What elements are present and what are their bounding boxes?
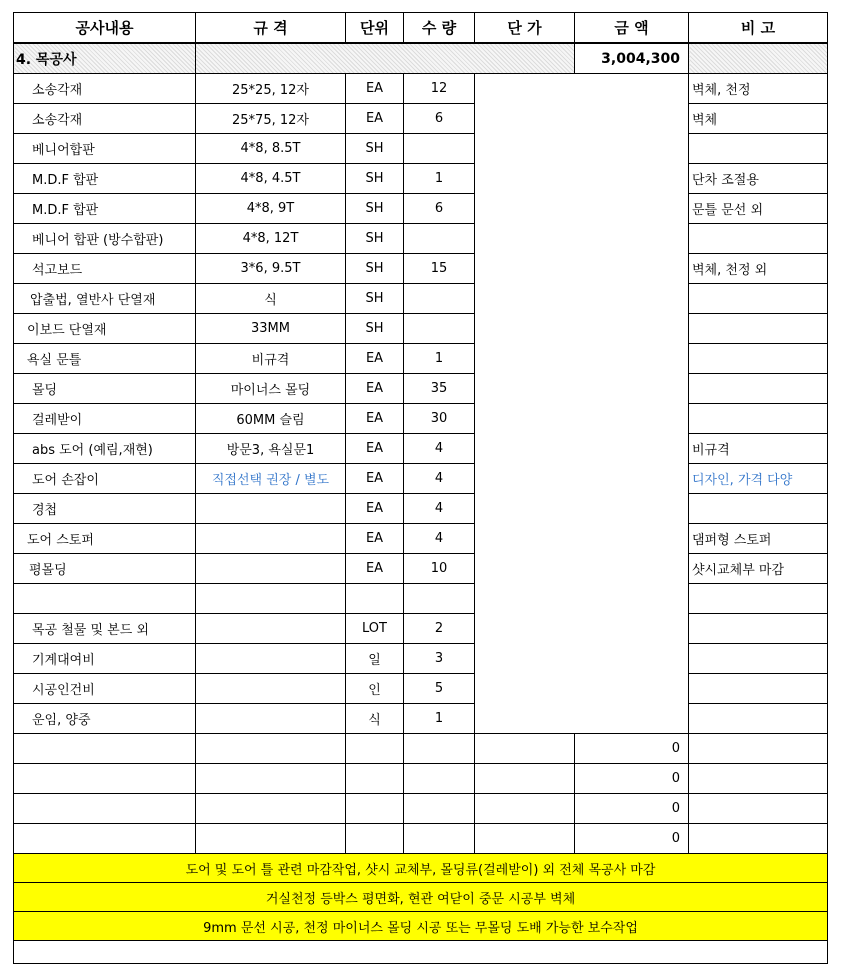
- note-cell: [689, 494, 828, 524]
- spec-cell: [196, 554, 346, 584]
- spec-cell: [196, 524, 346, 554]
- note-cell: 벽체, 천정 외: [689, 254, 828, 284]
- qty-cell: 12: [404, 74, 475, 104]
- unit-cell: LOT: [346, 614, 404, 644]
- note-cell: [689, 644, 828, 674]
- unit-cell: EA: [346, 434, 404, 464]
- item-cell: 도어 손잡이: [14, 464, 196, 494]
- qty-cell: 1: [404, 704, 475, 734]
- note-cell: [689, 404, 828, 434]
- spec-cell: 3*6, 9.5T: [196, 254, 346, 284]
- qty-cell: 4: [404, 434, 475, 464]
- unit-cell: EA: [346, 464, 404, 494]
- unit-cell: 인: [346, 674, 404, 704]
- item-cell: 평몰딩: [14, 554, 196, 584]
- unit-cell: EA: [346, 554, 404, 584]
- unit-cell: SH: [346, 224, 404, 254]
- note-cell: 댐퍼형 스토퍼: [689, 524, 828, 554]
- qty-cell: 5: [404, 674, 475, 704]
- qty-cell: [404, 224, 475, 254]
- unit-cell: 일: [346, 644, 404, 674]
- unit-price-amount-blank: [475, 74, 689, 734]
- qty-cell: 10: [404, 554, 475, 584]
- table-row: [14, 764, 828, 794]
- unit-cell: SH: [346, 314, 404, 344]
- amount-cell: 0: [575, 764, 689, 794]
- table-row: [14, 941, 828, 964]
- empty-cell: [404, 734, 475, 764]
- item-cell: 베니어 합판 (방수합판): [14, 224, 196, 254]
- header-amount: 금 액: [575, 13, 689, 44]
- item-cell: 석고보드: [14, 254, 196, 284]
- empty-cell: [196, 824, 346, 854]
- qty-cell: 30: [404, 404, 475, 434]
- qty-cell: 6: [404, 104, 475, 134]
- spec-cell: 60MM 슬림: [196, 404, 346, 434]
- header-spec: 규 격: [196, 13, 346, 44]
- unit-cell: EA: [346, 374, 404, 404]
- qty-cell: [404, 134, 475, 164]
- empty-cell: [404, 764, 475, 794]
- item-cell: 도어 스토퍼: [14, 524, 196, 554]
- empty-cell: [14, 824, 196, 854]
- table-row: [14, 794, 828, 824]
- spec-cell: [196, 584, 346, 614]
- table-row: [14, 674, 828, 704]
- item-cell: 몰딩: [14, 374, 196, 404]
- empty-cell: [346, 734, 404, 764]
- empty-cell: [475, 764, 575, 794]
- item-cell: 베니어합판: [14, 134, 196, 164]
- item-cell: 압출법, 열반사 단열재: [14, 284, 196, 314]
- qty-cell: 1: [404, 164, 475, 194]
- qty-cell: [404, 314, 475, 344]
- unit-cell: EA: [346, 524, 404, 554]
- spec-cell: 식: [196, 284, 346, 314]
- table-row: [14, 194, 828, 224]
- empty-cell: [475, 794, 575, 824]
- empty-cell: [689, 824, 828, 854]
- note-cell: [689, 614, 828, 644]
- section-amount: 3,004,300: [575, 43, 689, 74]
- item-cell: abs 도어 (예림,재현): [14, 434, 196, 464]
- table-row: [14, 524, 828, 554]
- estimate-table: [13, 12, 828, 964]
- empty-cell: [14, 794, 196, 824]
- section-row: [14, 43, 828, 74]
- qty-cell: 4: [404, 464, 475, 494]
- note-cell: [689, 224, 828, 254]
- note-cell: [689, 314, 828, 344]
- table-row: [14, 404, 828, 434]
- unit-cell: [346, 584, 404, 614]
- table-row: [14, 284, 828, 314]
- empty-cell: [196, 794, 346, 824]
- spec-cell: [196, 494, 346, 524]
- qty-cell: [404, 584, 475, 614]
- item-cell: 운임, 양중: [14, 704, 196, 734]
- note-cell: 벽체, 천정: [689, 74, 828, 104]
- spec-cell: 4*8, 9T: [196, 194, 346, 224]
- footer-note: 9mm 문선 시공, 천정 마이너스 몰딩 시공 또는 무몰딩 도배 가능한 보수작업: [14, 912, 828, 941]
- table-row: [14, 494, 828, 524]
- amount-cell: 0: [575, 824, 689, 854]
- note-cell: 디자인, 가격 다양: [689, 464, 828, 494]
- footer-note: 거실천정 등박스 평면화, 현관 여닫이 중문 시공부 벽체: [14, 883, 828, 912]
- footer-note: 도어 및 도어 틀 관련 마감작업, 샷시 교체부, 몰딩류(걸레받이) 외 전체 목공사 마감: [14, 854, 828, 883]
- table-row: [14, 104, 828, 134]
- spec-cell: 4*8, 8.5T: [196, 134, 346, 164]
- header-unit: 단위: [346, 13, 404, 44]
- qty-cell: 4: [404, 494, 475, 524]
- spec-cell: [196, 644, 346, 674]
- table-row: [14, 314, 828, 344]
- table-row: [14, 704, 828, 734]
- unit-cell: EA: [346, 104, 404, 134]
- empty-cell: [689, 734, 828, 764]
- table-row: [14, 584, 828, 614]
- table-row: [14, 614, 828, 644]
- unit-cell: EA: [346, 404, 404, 434]
- section-note: [689, 43, 828, 74]
- empty-cell: [346, 764, 404, 794]
- spec-cell: 4*8, 12T: [196, 224, 346, 254]
- item-cell: 시공인건비: [14, 674, 196, 704]
- empty-cell: [346, 794, 404, 824]
- unit-cell: SH: [346, 164, 404, 194]
- table-row: [14, 734, 828, 764]
- table-row: [14, 344, 828, 374]
- empty-cell: [14, 764, 196, 794]
- spec-cell: 4*8, 4.5T: [196, 164, 346, 194]
- note-cell: 벽체: [689, 104, 828, 134]
- item-cell: 걸레받이: [14, 404, 196, 434]
- note-cell: [689, 374, 828, 404]
- item-cell: 소송각재: [14, 104, 196, 134]
- table-row: [14, 164, 828, 194]
- header-row: [14, 13, 828, 44]
- note-cell: [689, 134, 828, 164]
- empty-cell: [346, 824, 404, 854]
- table-row: [14, 374, 828, 404]
- empty-cell: [475, 734, 575, 764]
- spec-cell: 25*75, 12자: [196, 104, 346, 134]
- note-cell: [689, 284, 828, 314]
- header-note: 비 고: [689, 13, 828, 44]
- unit-cell: SH: [346, 194, 404, 224]
- qty-cell: 1: [404, 344, 475, 374]
- table-row: [14, 434, 828, 464]
- spec-cell: [196, 704, 346, 734]
- item-cell: 욕실 문틀: [14, 344, 196, 374]
- qty-cell: 2: [404, 614, 475, 644]
- spec-cell: 33MM: [196, 314, 346, 344]
- table-row: [14, 824, 828, 854]
- footer-note-row: [14, 854, 828, 883]
- empty-cell: [14, 941, 828, 964]
- qty-cell: 3: [404, 644, 475, 674]
- empty-cell: [689, 794, 828, 824]
- unit-cell: EA: [346, 494, 404, 524]
- note-cell: 비규격: [689, 434, 828, 464]
- table-row: [14, 254, 828, 284]
- empty-cell: [196, 764, 346, 794]
- amount-cell: 0: [575, 734, 689, 764]
- table-row: [14, 644, 828, 674]
- empty-cell: [196, 734, 346, 764]
- note-cell: 단차 조절용: [689, 164, 828, 194]
- item-cell: 기계대여비: [14, 644, 196, 674]
- item-cell: 이보드 단열재: [14, 314, 196, 344]
- spec-cell: 마이너스 몰딩: [196, 374, 346, 404]
- note-cell: 샷시교체부 마감: [689, 554, 828, 584]
- empty-cell: [404, 824, 475, 854]
- unit-cell: SH: [346, 254, 404, 284]
- qty-cell: 6: [404, 194, 475, 224]
- item-cell: M.D.F 합판: [14, 164, 196, 194]
- item-cell: M.D.F 합판: [14, 194, 196, 224]
- spec-cell: 25*25, 12자: [196, 74, 346, 104]
- header-unit-price: 단 가: [475, 13, 575, 44]
- spec-cell: [196, 674, 346, 704]
- empty-cell: [404, 794, 475, 824]
- amount-cell: 0: [575, 794, 689, 824]
- note-cell: [689, 674, 828, 704]
- spec-cell: 방문3, 욕실문1: [196, 434, 346, 464]
- item-cell: 소송각재: [14, 74, 196, 104]
- empty-cell: [475, 824, 575, 854]
- note-cell: [689, 344, 828, 374]
- qty-cell: 4: [404, 524, 475, 554]
- unit-cell: EA: [346, 344, 404, 374]
- qty-cell: 15: [404, 254, 475, 284]
- qty-cell: [404, 284, 475, 314]
- section-filler: [196, 43, 575, 74]
- empty-cell: [689, 764, 828, 794]
- spec-cell: 비규격: [196, 344, 346, 374]
- qty-cell: 35: [404, 374, 475, 404]
- footer-note-row: [14, 912, 828, 941]
- note-cell: [689, 584, 828, 614]
- unit-cell: 식: [346, 704, 404, 734]
- note-cell: [689, 704, 828, 734]
- item-cell: 경첩: [14, 494, 196, 524]
- table-row: [14, 554, 828, 584]
- header-qty: 수 량: [404, 13, 475, 44]
- table-row: [14, 74, 828, 104]
- header-item: 공사내용: [14, 13, 196, 44]
- unit-cell: EA: [346, 74, 404, 104]
- empty-cell: [14, 734, 196, 764]
- table-row: [14, 464, 828, 494]
- footer-note-row: [14, 883, 828, 912]
- section-title: 4. 목공사: [14, 43, 196, 74]
- note-cell: 문틀 문선 외: [689, 194, 828, 224]
- item-cell: 목공 철물 및 본드 외: [14, 614, 196, 644]
- table-row: [14, 224, 828, 254]
- item-cell: [14, 584, 196, 614]
- unit-cell: SH: [346, 284, 404, 314]
- spec-cell: [196, 614, 346, 644]
- spec-cell: 직접선택 권장 / 별도: [196, 464, 346, 494]
- unit-cell: SH: [346, 134, 404, 164]
- table-row: [14, 134, 828, 164]
